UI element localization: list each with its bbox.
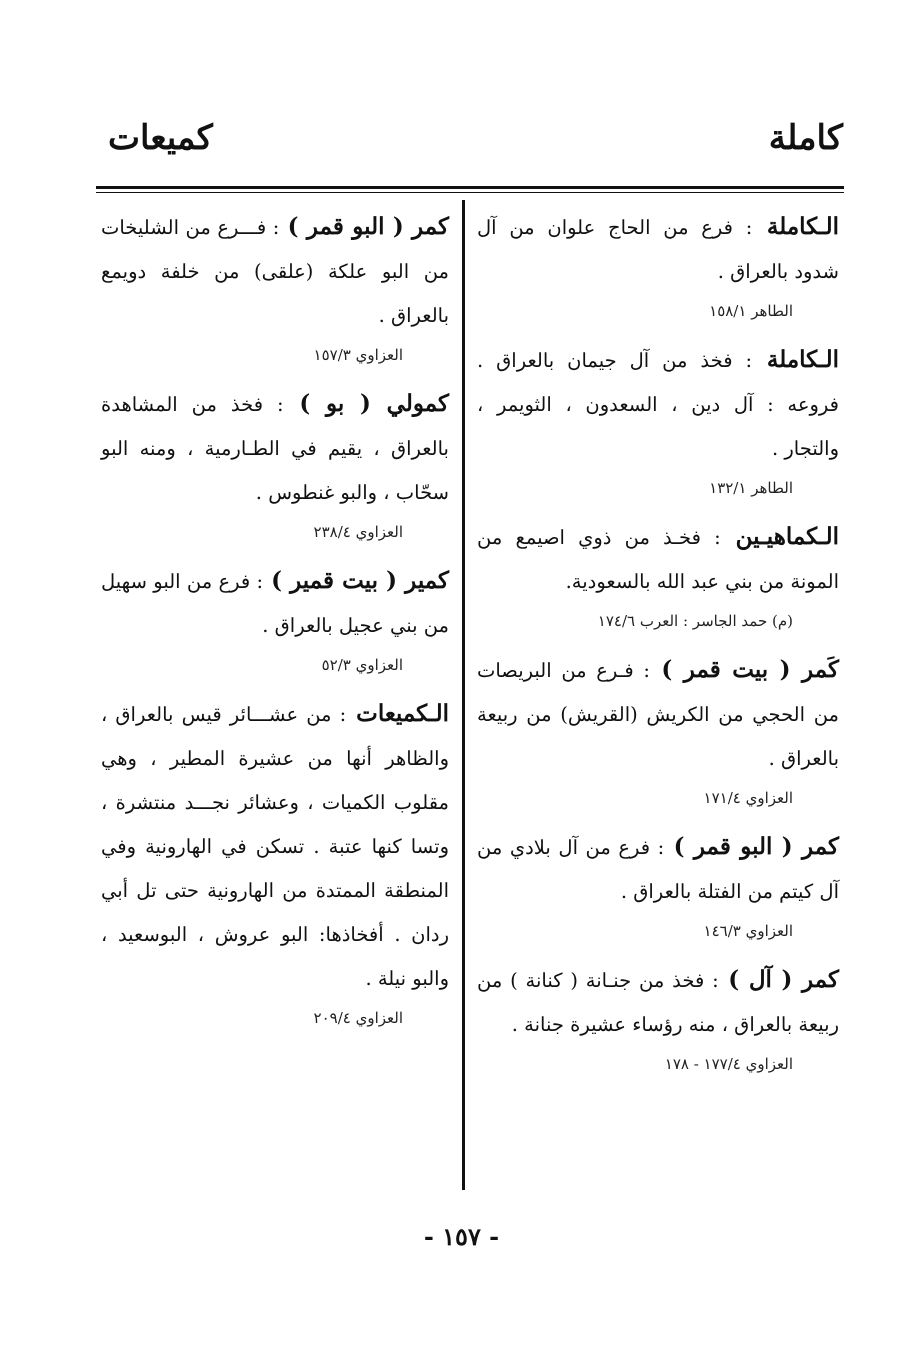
entry xyxy=(477,515,839,636)
entry-source: العزاوي ٢٠٩/٤ xyxy=(313,1009,403,1027)
entry-text: كمير ( بيت قمير ) : فرع من البو سهيل من بني عجيل بالعراق . xyxy=(101,567,450,637)
right-column xyxy=(477,205,839,1091)
entry xyxy=(477,648,839,813)
entry xyxy=(101,205,449,370)
entry-source: العزاوي ١٤٦/٣ xyxy=(703,922,793,940)
entry-source: العزاوي ٢٣٨/٤ xyxy=(313,523,403,541)
page-number: - ١٥٧ - xyxy=(423,1222,500,1251)
entry xyxy=(101,559,449,680)
entry-text: الـكاملة : فخذ من آل جيمان بالعراق . فروعه : آل دين ، السعدون ، الثويمر ، والتجار . xyxy=(477,346,839,460)
entry-headword: كمر ( البو قمر ) xyxy=(279,213,449,240)
entry-source: العزاوي ١٥٧/٣ xyxy=(313,346,403,364)
entry-headword: كمير ( بيت قمير ) xyxy=(263,567,450,594)
entry-source: العزاوي ٥٢/٣ xyxy=(321,656,403,674)
entry-text: كمر ( البو قمر ) : فـــرع من الشليخات من البو علكة (علقى) من خلفة دويمع بالعراق . xyxy=(101,213,449,327)
entry-source: الطاهر ١٣٢/١ xyxy=(709,479,793,497)
header-rule-thin xyxy=(96,192,844,193)
entry xyxy=(477,338,839,503)
entry-text: كَمر ( بيت قمر ) : فـرع من البريصات من الحجي من الكريش (القريش) من ربيعة بالعراق . xyxy=(477,656,839,770)
entry-text: كمر ( آل ) : فخذ من جنـانة ( كنانة ) من ربيعة بالعراق ، منه رؤساء عشيرة جنانة . xyxy=(477,966,839,1036)
entry-source: الطاهر ١٥٨/١ xyxy=(709,302,793,320)
entry-text: الـكماهيـين : فخـذ من ذوي اصيمع من المونة من بني عبد الله بالسعودية. xyxy=(477,523,839,593)
header-right-word: كاملة xyxy=(768,118,843,158)
entry xyxy=(101,692,449,1033)
entry-headword: الـكميعات xyxy=(346,700,449,727)
entry xyxy=(477,825,839,946)
entry-source: (م) حمد الجاسر : العرب ١٧٤/٦ xyxy=(597,612,793,630)
entry-headword: كمر ( البو قمر ) xyxy=(664,833,839,860)
entry-headword: الـكاملة xyxy=(752,346,839,373)
entry-source: العزاوي ١٧١/٤ xyxy=(703,789,793,807)
entry-headword: كمولي ( بو ) xyxy=(283,390,449,417)
entry-source: العزاوي ١٧٧/٤ - ١٧٨ xyxy=(664,1055,793,1073)
entry-headword: كمر ( آل ) xyxy=(718,966,839,993)
header-left-word: كميعات xyxy=(108,118,213,158)
column-divider xyxy=(462,200,465,1190)
entry xyxy=(477,958,839,1079)
entry xyxy=(477,205,839,326)
entry-text: كمولي ( بو ) : فخذ من المشاهدة بالعراق ، يقيم في الطـارمية ، ومنه البو سحّاب ، والبو غنطوس . xyxy=(101,390,449,504)
entry-text: الـكاملة : فرع من الحاج علوان من آل شدود بالعراق . xyxy=(477,213,839,283)
entry-headword: الـكاملة xyxy=(752,213,839,240)
header-rule xyxy=(96,186,844,189)
entry-headword: كَمر ( بيت قمر ) xyxy=(649,656,839,683)
entry-text: كمر ( البو قمر ) : فرع من آل بلادي من آل كيتم من الفتلة بالعراق . xyxy=(477,833,839,903)
entry xyxy=(101,382,449,547)
entry-headword: الـكماهيـين xyxy=(720,523,839,550)
entry-text: الـكميعات : من عشـــائر قيس بالعراق ، والظاهر أنها من عشيرة المطير ، وهي مقلوب الكميات ، وعشائر نجـــد منتشرة ، وتسا كنها عتبة . تسكن في الهارونية وفي المنطقة الممتدة من الهارونية حتى تل أبي ردان . أفخاذها: البو عروش ، البوسعيد ، والبو نيلة . xyxy=(101,700,449,990)
left-column xyxy=(101,205,449,1045)
